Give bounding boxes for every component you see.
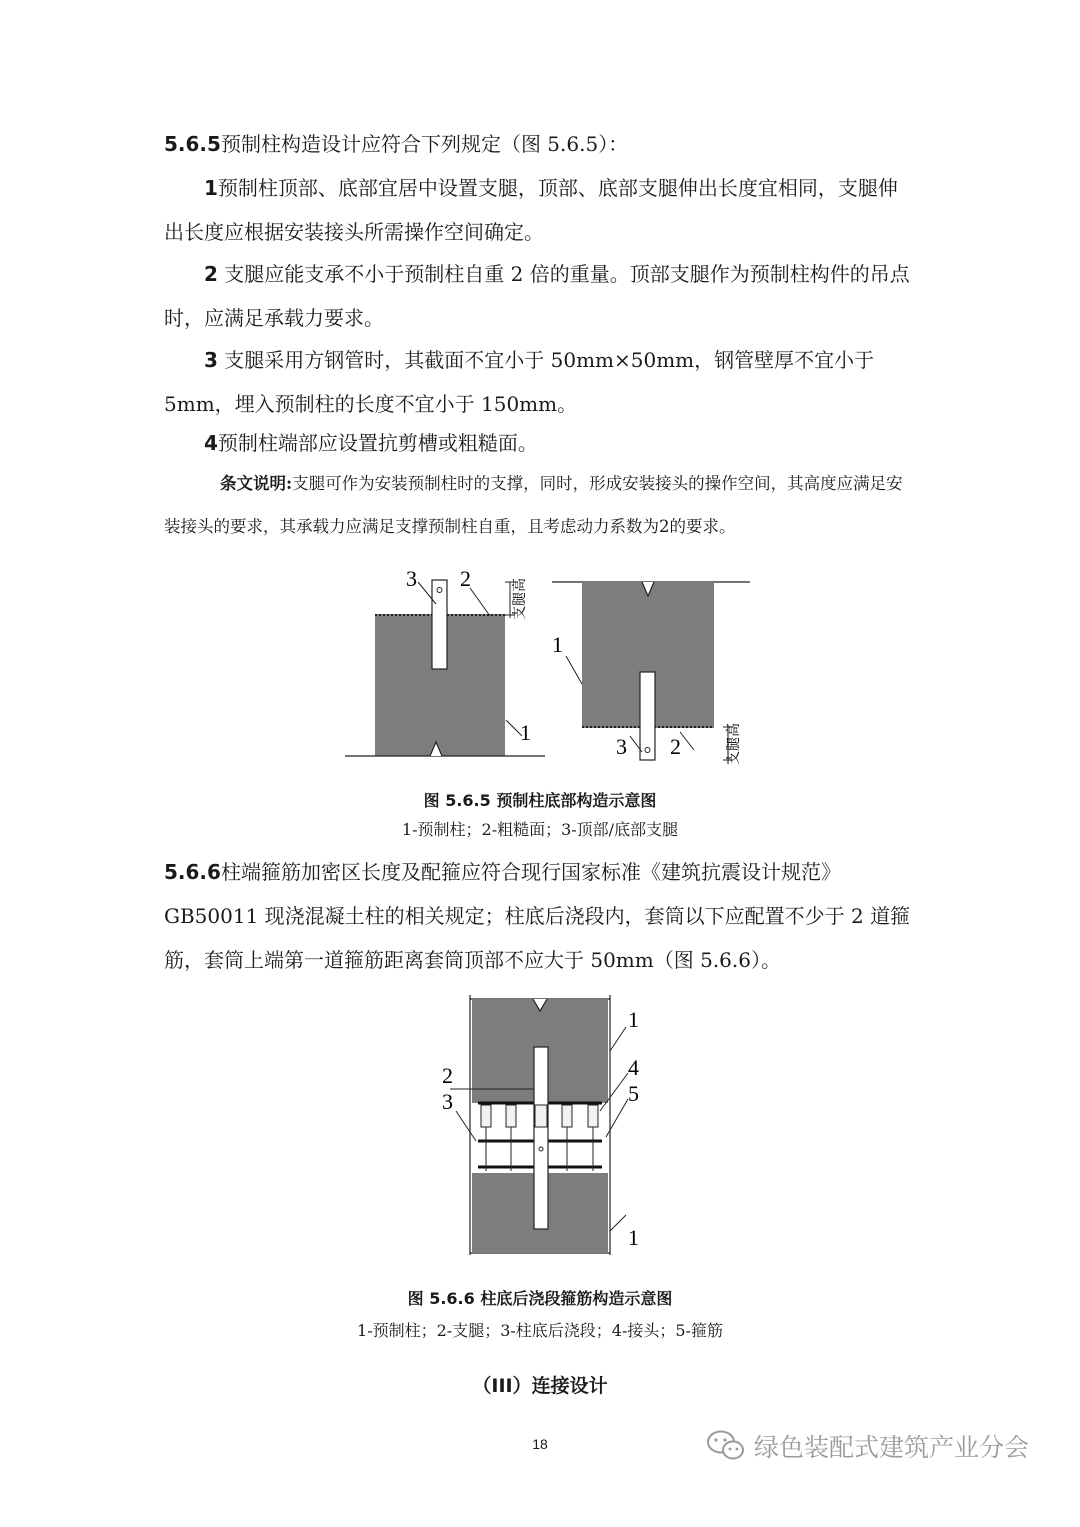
center-sleeve (535, 1105, 547, 1127)
leader-1-right (566, 656, 582, 684)
eye-1 (714, 1438, 717, 1441)
figure-5-6-6-caption: 图 5.6.6 柱底后浇段箍筋构造示意图 (407, 1289, 673, 1308)
clause-text: 柱端箍筋加密区长度及配箍应符合现行国家标准《建筑抗震设计规范》GB50011 现浇混凝土柱的相关规定；柱底后浇段内，套筒以下应配置不少于 2 道箍筋，套筒上端第一道箍筋距离套筒顶部不应大于 50mm（图 5.6.6）。 (164, 860, 911, 972)
watermark-text: 绿色装配式建筑产业分会 (754, 1433, 1030, 1462)
page-number: 18 (532, 1436, 548, 1452)
figure-5-6-5-diagram (330, 560, 760, 780)
label-3-left: 3 (406, 566, 417, 591)
clause-item-2 (164, 252, 916, 340)
support-leg (534, 1047, 548, 1229)
clause-5-6-6 (164, 850, 916, 982)
clause-number: 5.6.6 (164, 860, 221, 884)
label-2-right: 2 (670, 734, 681, 759)
leg-height-label-right: 支腿高 (727, 723, 742, 765)
label-5: 5 (628, 1081, 639, 1106)
sleeve-4 (588, 1105, 598, 1127)
label-1-top: 1 (628, 1007, 639, 1032)
wechat-icon (706, 1429, 746, 1463)
clause-item-1 (164, 166, 916, 254)
label-2: 2 (442, 1063, 453, 1088)
figure-5-6-6-diagram (430, 985, 660, 1260)
label-1-bottom: 1 (628, 1225, 639, 1250)
leader-1-top (610, 1027, 626, 1051)
item-number: 1 (204, 176, 218, 200)
item-text: 支腿应能支承不小于预制柱自重 2 倍的重量。顶部支腿作为预制柱构件的吊点时，应满足承载力要求。 (164, 262, 910, 330)
note-text: 支腿可作为安装预制柱时的支撑，同时，形成安装接头的操作空间，其高度应满足安装接头的要求，其承载力应满足支撑预制柱自重，且考虑动力系数为2的要求。 (164, 474, 903, 536)
clause-item-3 (164, 338, 916, 426)
watermark (706, 1424, 1056, 1468)
item-number: 3 (204, 348, 218, 372)
clause-number: 5.6.5 (164, 132, 221, 156)
figure-5-6-5-caption: 图 5.6.5 预制柱底部构造示意图 (423, 791, 657, 810)
clause-5-6-5-heading (164, 122, 916, 166)
label-4: 4 (628, 1055, 639, 1080)
label-3-right: 3 (616, 734, 627, 759)
clause-item-4 (164, 421, 916, 465)
commentary-note (164, 462, 916, 548)
leader-2-right (680, 732, 694, 750)
figure-5-6-5-legend: 1-预制柱；2-粗糙面；3-顶部/底部支腿 (401, 820, 679, 839)
note-lead: 条文说明: (220, 474, 293, 493)
clause-text: 预制柱构造设计应符合下列规定（图 5.6.5）： (220, 132, 629, 156)
leg-height-label-left: 支腿高 (513, 578, 528, 620)
label-1-right: 1 (552, 632, 563, 657)
leader-5 (606, 1099, 628, 1137)
item-text: 预制柱顶部、底部宜居中设置支腿，顶部、底部支腿伸出长度宜相同，支腿伸出长度应根据安装接头所需操作空间确定。 (164, 176, 898, 244)
leader-2-left (470, 588, 490, 616)
item-text: 预制柱端部应设置抗剪槽或粗糙面。 (217, 431, 538, 455)
eye-4 (736, 1448, 739, 1451)
eye-3 (729, 1448, 732, 1451)
eye-2 (723, 1438, 726, 1441)
label-2-left: 2 (460, 566, 471, 591)
section-title: （III）连接设计 (472, 1375, 608, 1397)
support-leg-left (432, 580, 447, 669)
label-3: 3 (442, 1089, 453, 1114)
item-number: 4 (204, 431, 218, 455)
support-leg-right (640, 672, 655, 760)
item-text: 支腿采用方钢管时，其截面不宜小于 50mm×50mm，钢管壁厚不宜小于 5mm，埋入预制柱的长度不宜小于 150mm。 (164, 348, 875, 416)
sleeve-2 (506, 1105, 516, 1127)
sleeve-1 (481, 1105, 491, 1127)
leader-1-bottom (610, 1215, 626, 1231)
sleeve-3 (562, 1105, 572, 1127)
label-1-left: 1 (520, 720, 531, 745)
item-number: 2 (204, 262, 218, 286)
bubble-small (723, 1442, 743, 1459)
figure-5-6-6-legend: 1-预制柱；2-支腿；3-柱底后浇段；4-接头；5-箍筋 (357, 1321, 723, 1340)
